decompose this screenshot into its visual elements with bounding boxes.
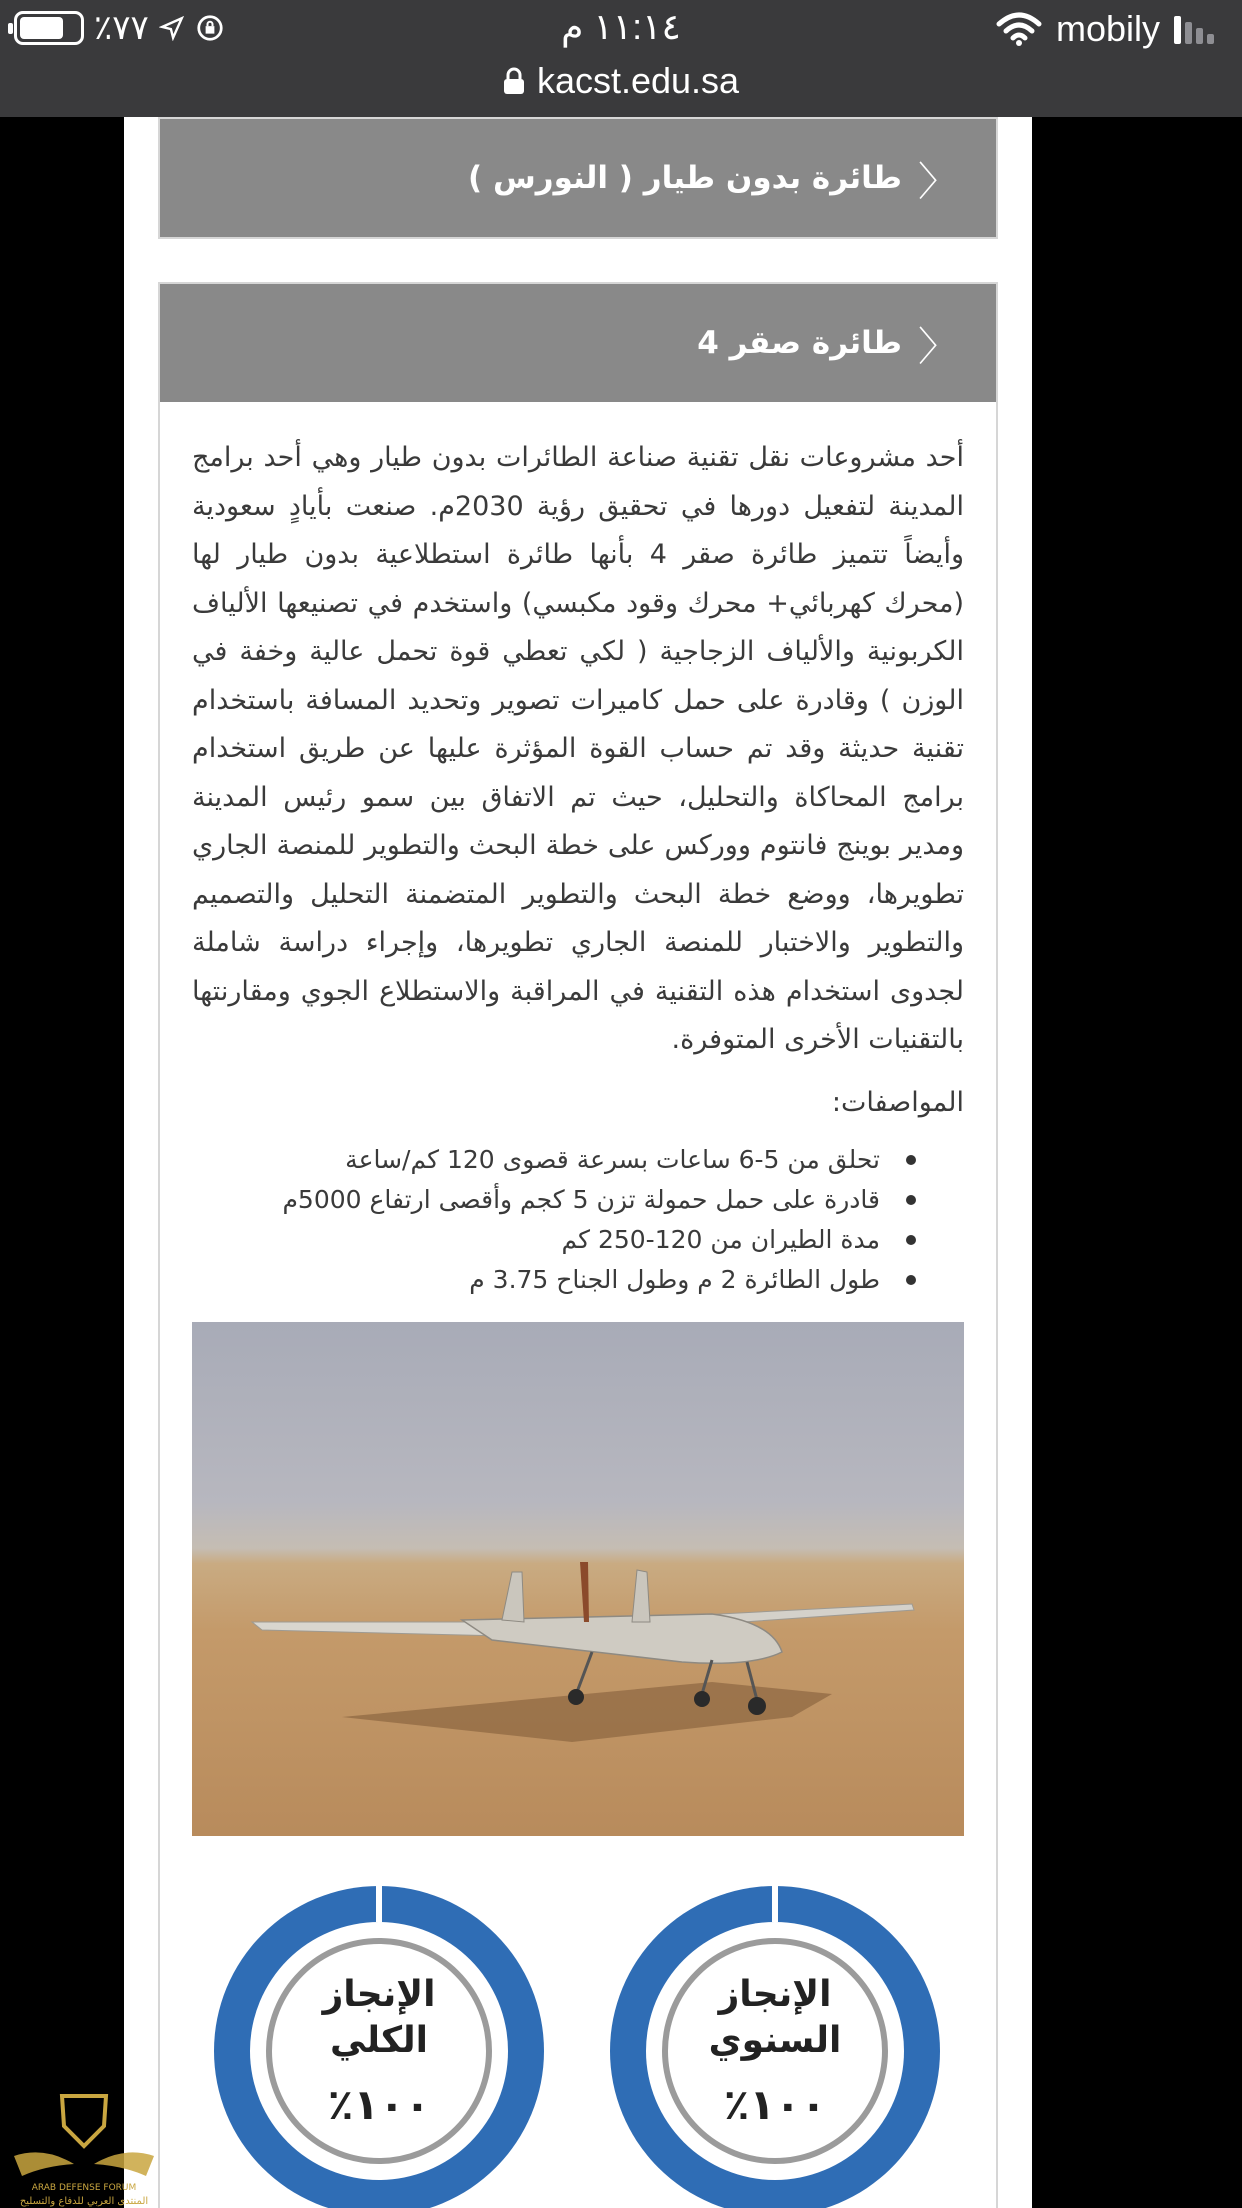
accordion-saqr4 xyxy=(158,282,998,2208)
spec-item: قادرة على حمل حمولة تزن 5 كجم وأقصى ارتفاع 5000م xyxy=(192,1180,916,1220)
status-time: ١١:١٤ م xyxy=(561,6,681,47)
accordion-header-nawras[interactable] xyxy=(160,119,996,237)
browser-chrome xyxy=(0,0,1242,117)
chevron-left-icon: 〈 xyxy=(918,158,958,205)
lock-icon xyxy=(503,67,525,95)
url-text[interactable]: kacst.edu.sa xyxy=(536,60,740,101)
spec-item: طول الطائرة 2 م وطول الجناح 3.75 م xyxy=(192,1260,916,1300)
accordion-title: طائرة صقر 4 xyxy=(697,325,902,361)
watermark-text: ARAB DEFENSE FORUM xyxy=(31,2183,137,2193)
accordion-content xyxy=(160,402,996,2208)
gauge-value: ١٠٠٪ xyxy=(723,2080,827,2129)
accordion-title: طائرة بدون طيار ( النورس ) xyxy=(468,160,902,196)
gauge-value: ١٠٠٪ xyxy=(327,2080,431,2129)
accordion-nawras xyxy=(158,117,998,239)
carrier-name: mobily xyxy=(1055,8,1160,49)
total-progress-gauge xyxy=(214,1886,544,2208)
annual-progress-gauge xyxy=(610,1886,940,2208)
accordion-header-saqr4[interactable] xyxy=(160,284,996,402)
forum-watermark-logo xyxy=(4,2086,164,2208)
chevron-left-icon: 〈 xyxy=(918,323,958,370)
specs-list xyxy=(192,1140,964,1300)
battery-percent: ٪٧٧ xyxy=(94,9,149,47)
wifi-icon xyxy=(996,12,1042,46)
watermark-text-ar: المنتدى العربي للدفاع والتسليح xyxy=(19,2196,149,2207)
status-bar xyxy=(0,0,1242,58)
drone-illustration xyxy=(192,1322,964,1836)
address-bar[interactable] xyxy=(0,56,1242,106)
signal-icon xyxy=(1174,14,1214,44)
specs-title: المواصفات: xyxy=(831,1086,964,1118)
drone-photo xyxy=(192,1322,964,1836)
progress-gauges xyxy=(192,1886,964,2208)
description-paragraph: أحد مشروعات نقل تقنية صناعة الطائرات بدون طيار وهي أحد برامج المدينة لتفعيل دورها في تحقيق رؤية 2030م. صنعت بأيادٍ سعودية وأيضاً تتميز طائرة صقر 4 بأنها طائرة استطلاعية بدون طيار لها (محرك كهربائي+ محرك وقود مكبسي) واستخدم في تصنيعها الألياف الكربونية والألياف الزجاجية ( لكي تعطي قوة تحمل عالية وخفة في الوزن ) وقادرة على حمل كاميرات تصوير وتحديد المسافة باستخدام تقنية حديثة وقد تم حساب القوة المؤثرة عليها عن طريق استخدام برامج المحاكاة والتحليل، حيث تم الاتفاق بين سمو رئيس المدينة ومدير بوينج فانتوم ووركس على خطة البحث والتطوير للمنصة الجاري تطويرها، ووضع خطة البحث والتطوير المتضمنة التحليل والتصميم والتطوير والاختبار للمنصة الجاري تطويرها، وإجراء دراسة شاملة لجدوى استخدام هذه التقنية في المراقبة والاستطلاع الجوي ومقارنتها بالتقنيات الأخرى المتوفرة. xyxy=(192,442,964,1055)
spec-item: تحلق من 5-6 ساعات بسرعة قصوى 120 كم/ساعة xyxy=(192,1140,916,1180)
web-page xyxy=(124,117,1032,2208)
status-right xyxy=(996,8,1214,50)
gauge-label: الإنجاز السنوي xyxy=(708,1974,842,2061)
spec-item: مدة الطيران من 120-250 كم xyxy=(192,1220,916,1260)
gauge-label: الإنجاز الكلي xyxy=(322,1974,436,2061)
